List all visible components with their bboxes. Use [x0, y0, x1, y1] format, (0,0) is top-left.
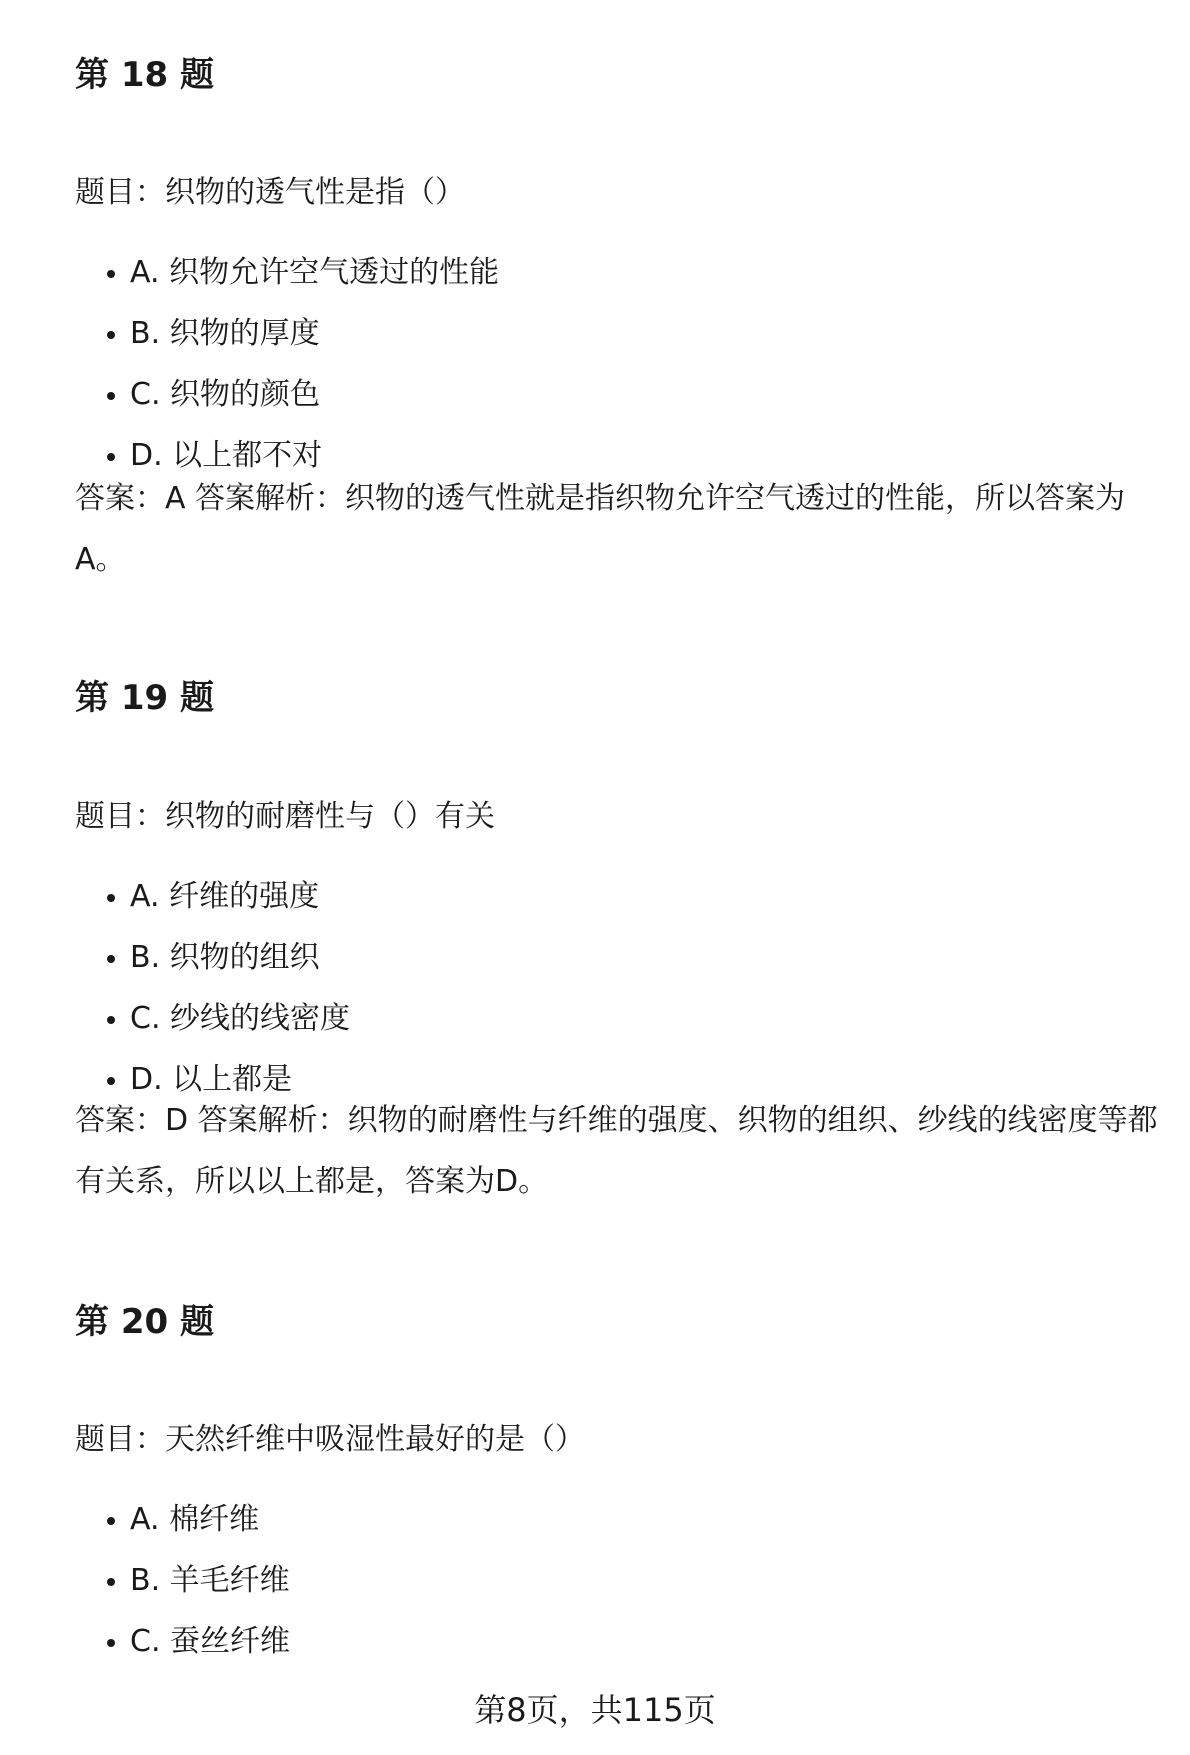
option-label: B. 织物的组织 [130, 940, 320, 975]
bullet-icon [107, 270, 115, 278]
option-c [75, 999, 350, 1060]
option-label: A. 织物允许空气透过的性能 [130, 255, 500, 290]
question-heading: 第 20 题 [75, 1302, 214, 1342]
question-19 [75, 678, 1158, 1199]
option-label: C. 纱线的线密度 [130, 1001, 351, 1036]
answer-explanation: 答案：A 答案解析：织物的透气性就是指织物允许空气透过的性能，所以答案为A。 [75, 481, 1126, 577]
option-label: A. 棉纤维 [130, 1502, 260, 1537]
option-list [75, 877, 350, 1121]
page-number: 第8页，共115页 [474, 1691, 716, 1729]
bullet-icon [107, 1517, 115, 1525]
bullet-icon [107, 1639, 115, 1647]
question-stem: 题目：织物的耐磨性与（）有关 [75, 799, 495, 834]
option-label: B. 织物的厚度 [130, 316, 320, 351]
option-list [75, 1500, 290, 1683]
question-heading: 第 19 题 [75, 678, 214, 718]
option-b [75, 938, 350, 999]
bullet-icon [107, 1077, 115, 1085]
option-a [75, 877, 350, 938]
option-label: A. 纤维的强度 [130, 879, 320, 914]
option-b [75, 314, 499, 375]
question-heading: 第 18 题 [75, 55, 214, 95]
option-a [75, 253, 499, 314]
bullet-icon [107, 955, 115, 963]
option-label: D. 以上都不对 [130, 438, 323, 473]
bullet-icon [107, 1016, 115, 1024]
bullet-icon [107, 453, 115, 461]
bullet-icon [107, 1578, 115, 1586]
option-a [75, 1500, 290, 1561]
option-label: D. 以上都是 [130, 1062, 293, 1097]
bullet-icon [107, 392, 115, 400]
option-label: C. 织物的颜色 [130, 377, 321, 412]
option-list [75, 253, 499, 497]
option-label: C. 蚕丝纤维 [130, 1624, 291, 1659]
question-20 [75, 1302, 1155, 1659]
question-stem: 题目：天然纤维中吸湿性最好的是（） [75, 1422, 585, 1457]
bullet-icon [107, 894, 115, 902]
question-18 [75, 55, 1155, 577]
question-stem: 题目：织物的透气性是指（） [75, 175, 465, 210]
answer-explanation: 答案：D 答案解析：织物的耐磨性与纤维的强度、织物的组织、纱线的线密度等都有关系，所以以上都是，答案为D。 [75, 1103, 1158, 1199]
option-c [75, 1622, 290, 1683]
bullet-icon [107, 331, 115, 339]
option-b [75, 1561, 290, 1622]
option-label: B. 羊毛纤维 [130, 1563, 290, 1598]
option-c [75, 375, 499, 436]
